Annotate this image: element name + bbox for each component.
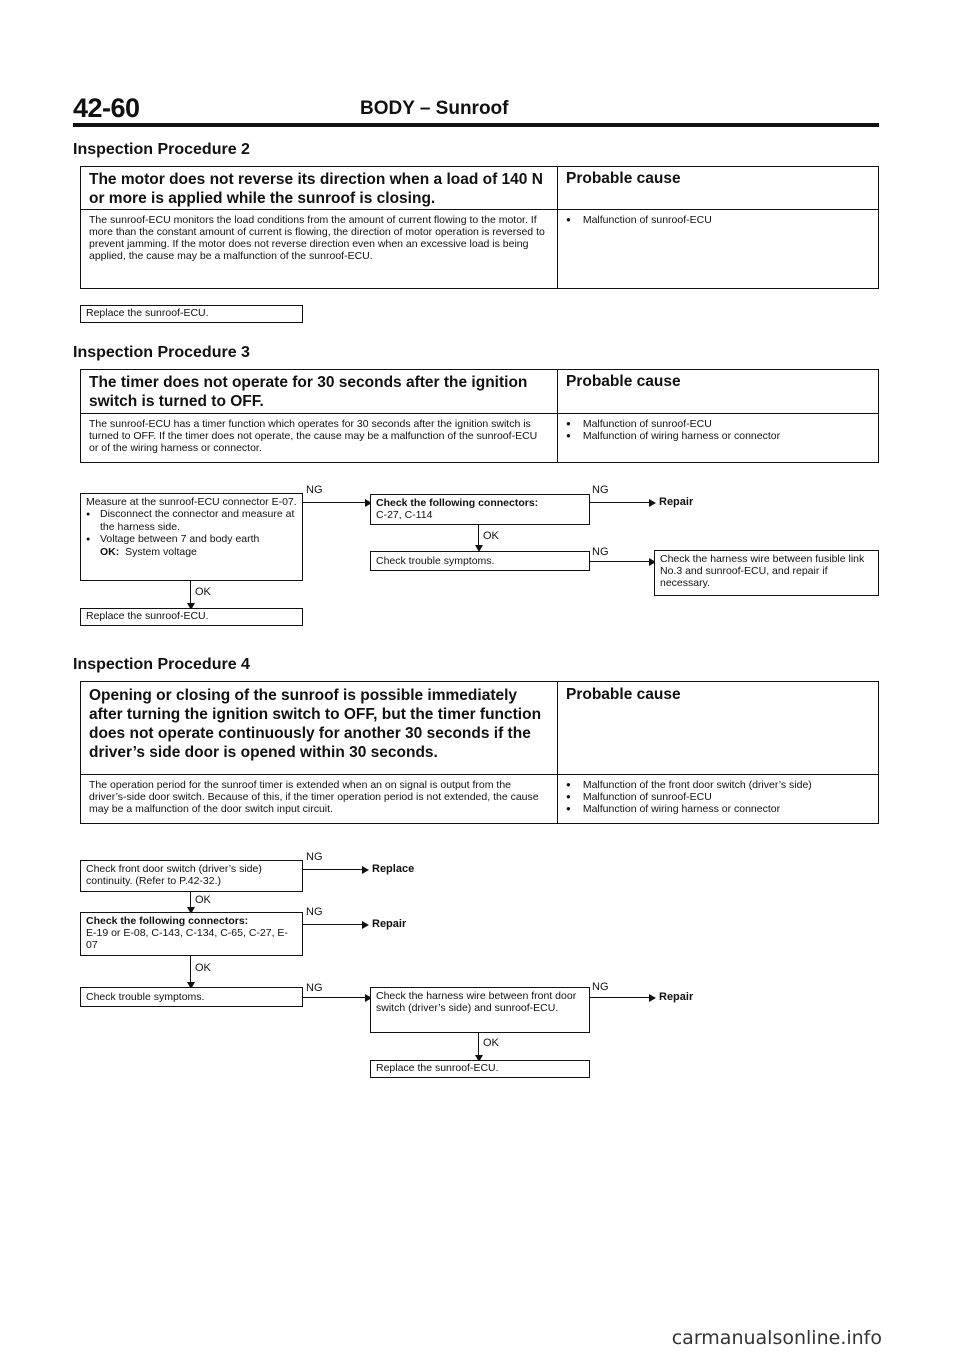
check-connectors-title: Check the following connectors: bbox=[86, 915, 249, 927]
arrow-line bbox=[190, 956, 191, 987]
arrow-line bbox=[478, 525, 479, 550]
proc2-symptom: The motor does not reverse its direction when a load of 140 N or more is applied while the sunroof is closing. bbox=[81, 167, 558, 209]
proc3-check-connectors bbox=[370, 494, 590, 525]
proc3-description: The sunroof-ECU has a timer function which operates for 30 seconds after the ignition switch is turned to OFF. If the timer does not operate, the cause may be a malfunction of the sunroof-ECU or of the wiring harness or connector. bbox=[81, 414, 558, 462]
proc2-description: The sunroof-ECU monitors the load conditions from the amount of current flowing to the motor. If more than the constant amount of current is flowing, the direction of motor operation is reversed to prevent jamming. If the motor does not reverse direction even when an excessive load is being applied, the cause may be a malfunction of the sunroof-ECU. bbox=[81, 210, 558, 288]
proc3-table bbox=[80, 369, 879, 463]
proc3-cause-header: Probable cause bbox=[566, 373, 681, 390]
ng-label: NG bbox=[592, 484, 609, 496]
watermark: carmanualsonline.info bbox=[671, 1327, 882, 1349]
proc3-harness-check: Check the harness wire between fusible link No.3 and sunroof-ECU, and repair if necessary. bbox=[654, 550, 879, 596]
proc2-cause-header: Probable cause bbox=[566, 170, 681, 187]
proc2-table bbox=[80, 166, 879, 289]
proc4-cause-list bbox=[566, 779, 870, 815]
check-connectors-list: C-27, C-114 bbox=[376, 509, 433, 521]
proc3-replace-step: Replace the sunroof-ECU. bbox=[80, 608, 303, 626]
list-item: ● Malfunction of sunroof-ECU bbox=[566, 791, 870, 803]
measure-line: Measure at the sunroof-ECU connector E-07. bbox=[86, 496, 297, 508]
proc3-measure-box bbox=[80, 493, 303, 581]
arrow-line bbox=[590, 502, 654, 503]
replace-result: Replace bbox=[372, 863, 415, 875]
ng-label: NG bbox=[306, 906, 323, 918]
arrow-line bbox=[303, 997, 370, 998]
ok-label: OK bbox=[483, 1037, 499, 1049]
ok-label: OK: bbox=[100, 546, 120, 558]
arrow-line bbox=[478, 1033, 479, 1060]
proc4-description: The operation period for the sunroof timer is extended when an on signal is output from the driver’s-side door switch. Because of this, if the timer operation period is not extended, the cause may be a malfunction of the door switch input circuit. bbox=[81, 775, 558, 823]
proc3-cause-list bbox=[566, 418, 870, 442]
proc2-title: Inspection Procedure 2 bbox=[73, 141, 250, 158]
ng-label: NG bbox=[306, 851, 323, 863]
repair-result: Repair bbox=[659, 496, 694, 508]
arrow-line bbox=[303, 924, 367, 925]
arrow-line bbox=[303, 869, 367, 870]
list-item: ● Malfunction of sunroof-ECU bbox=[566, 214, 870, 226]
ng-label: NG bbox=[306, 484, 323, 496]
proc3-title: Inspection Procedure 3 bbox=[73, 344, 250, 361]
proc4-symptom: Opening or closing of the sunroof is possible immediately after turning the ignition switch to OFF, but the timer function does not operate continuously for another 30 seconds if the driver’s side door is opened within 30 seconds. bbox=[81, 682, 558, 774]
proc4-title: Inspection Procedure 4 bbox=[73, 656, 250, 673]
ok-label: OK bbox=[195, 962, 211, 974]
ok-label: OK bbox=[483, 530, 499, 542]
list-item: ● Malfunction of sunroof-ECU bbox=[566, 418, 870, 430]
list-item: ● Malfunction of wiring harness or connector bbox=[566, 803, 870, 815]
ng-label: NG bbox=[592, 546, 609, 558]
proc4-check-door-switch: Check front door switch (driver’s side) continuity. (Refer to P.42-32.) bbox=[80, 860, 303, 892]
proc4-cause-header: Probable cause bbox=[566, 686, 681, 703]
proc4-table bbox=[80, 681, 879, 824]
page-title: BODY – Sunroof bbox=[360, 98, 509, 119]
ok-value: System voltage bbox=[125, 546, 197, 558]
list-item: ● Malfunction of the front door switch (driver’s side) bbox=[566, 779, 870, 791]
ng-label: NG bbox=[306, 982, 323, 994]
arrow-line bbox=[303, 502, 370, 503]
proc4-check-connectors bbox=[80, 912, 303, 956]
list-item: ● Voltage between 7 and body earth OK: System voltage bbox=[86, 533, 297, 558]
proc2-replace-step: Replace the sunroof-ECU. bbox=[80, 305, 303, 323]
arrow-line bbox=[590, 997, 654, 998]
repair-result: Repair bbox=[659, 991, 694, 1003]
proc4-check-trouble: Check trouble symptoms. bbox=[80, 987, 303, 1007]
list-item: ● Disconnect the connector and measure at the harness side. bbox=[86, 508, 297, 533]
check-connectors-list: E-19 or E-08, C-143, C-134, C-65, C-27, E-07 bbox=[86, 927, 288, 951]
repair-result: Repair bbox=[372, 918, 407, 930]
proc3-check-trouble: Check trouble symptoms. bbox=[370, 551, 590, 571]
check-connectors-title: Check the following connectors: bbox=[376, 497, 539, 509]
list-item: ● Malfunction of wiring harness or connector bbox=[566, 430, 870, 442]
proc3-symptom: The timer does not operate for 30 seconds after the ignition switch is turned to OFF. bbox=[81, 370, 558, 413]
arrow-line bbox=[190, 581, 191, 608]
header-rule bbox=[73, 123, 879, 127]
arrow-line bbox=[590, 561, 654, 562]
ok-label: OK bbox=[195, 894, 211, 906]
arrow-line bbox=[190, 892, 191, 912]
page-number: 42-60 bbox=[73, 93, 140, 123]
ng-label: NG bbox=[592, 981, 609, 993]
proc4-harness-check: Check the harness wire between front door switch (driver’s side) and sunroof-ECU. bbox=[370, 987, 590, 1033]
proc4-replace-step: Replace the sunroof-ECU. bbox=[370, 1060, 590, 1078]
proc2-cause-list bbox=[566, 214, 870, 226]
ok-label: OK bbox=[195, 586, 211, 598]
